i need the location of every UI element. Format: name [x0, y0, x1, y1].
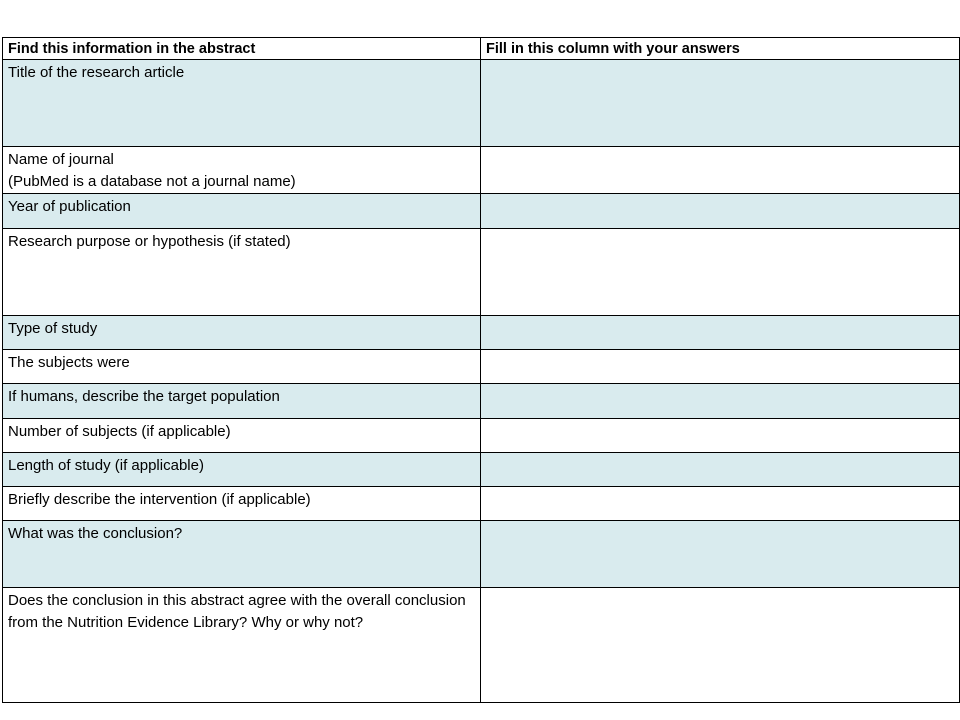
table-row-purpose — [3, 229, 960, 316]
row-label-agreement: Does the conclusion in this abstract agree with the overall conclusion from the Nutrition Evidence Library? Why or why not? — [3, 588, 481, 703]
row-label-title: Title of the research article — [3, 60, 481, 147]
row-label-subject-count: Number of subjects (if applicable) — [3, 419, 481, 453]
table-row-year — [3, 194, 960, 229]
row-label-conclusion: What was the conclusion? — [3, 521, 481, 588]
row-label-population: If humans, describe the target population — [3, 384, 481, 419]
table-row-intervention — [3, 487, 960, 521]
row-label-intervention: Briefly describe the intervention (if applicable) — [3, 487, 481, 521]
answer-cell-intervention[interactable] — [481, 487, 960, 521]
answer-cell-journal[interactable] — [481, 147, 960, 194]
column-header-question: Find this information in the abstract — [3, 38, 481, 60]
answer-cell-conclusion[interactable] — [481, 521, 960, 588]
answer-cell-study-length[interactable] — [481, 453, 960, 487]
table-row-study-length — [3, 453, 960, 487]
row-label-journal: Name of journal (PubMed is a database not a journal name) — [3, 147, 481, 194]
abstract-worksheet-table — [2, 37, 960, 703]
answer-cell-study-type[interactable] — [481, 316, 960, 350]
row-label-subjects: The subjects were — [3, 350, 481, 384]
answer-cell-population[interactable] — [481, 384, 960, 419]
table-row-agreement — [3, 588, 960, 703]
answer-cell-year[interactable] — [481, 194, 960, 229]
table-row-subject-count — [3, 419, 960, 453]
table-header-row — [3, 38, 960, 60]
row-label-year: Year of publication — [3, 194, 481, 229]
answer-cell-purpose[interactable] — [481, 229, 960, 316]
answer-cell-subject-count[interactable] — [481, 419, 960, 453]
answer-cell-subjects[interactable] — [481, 350, 960, 384]
row-label-study-type: Type of study — [3, 316, 481, 350]
table-row-conclusion — [3, 521, 960, 588]
table-row-title — [3, 60, 960, 147]
table-row-population — [3, 384, 960, 419]
table-row-journal — [3, 147, 960, 194]
answer-cell-agreement[interactable] — [481, 588, 960, 703]
answer-cell-title[interactable] — [481, 60, 960, 147]
table-row-subjects — [3, 350, 960, 384]
row-label-study-length: Length of study (if applicable) — [3, 453, 481, 487]
row-label-purpose: Research purpose or hypothesis (if stated) — [3, 229, 481, 316]
table-row-study-type — [3, 316, 960, 350]
column-header-answer: Fill in this column with your answers — [481, 38, 960, 60]
